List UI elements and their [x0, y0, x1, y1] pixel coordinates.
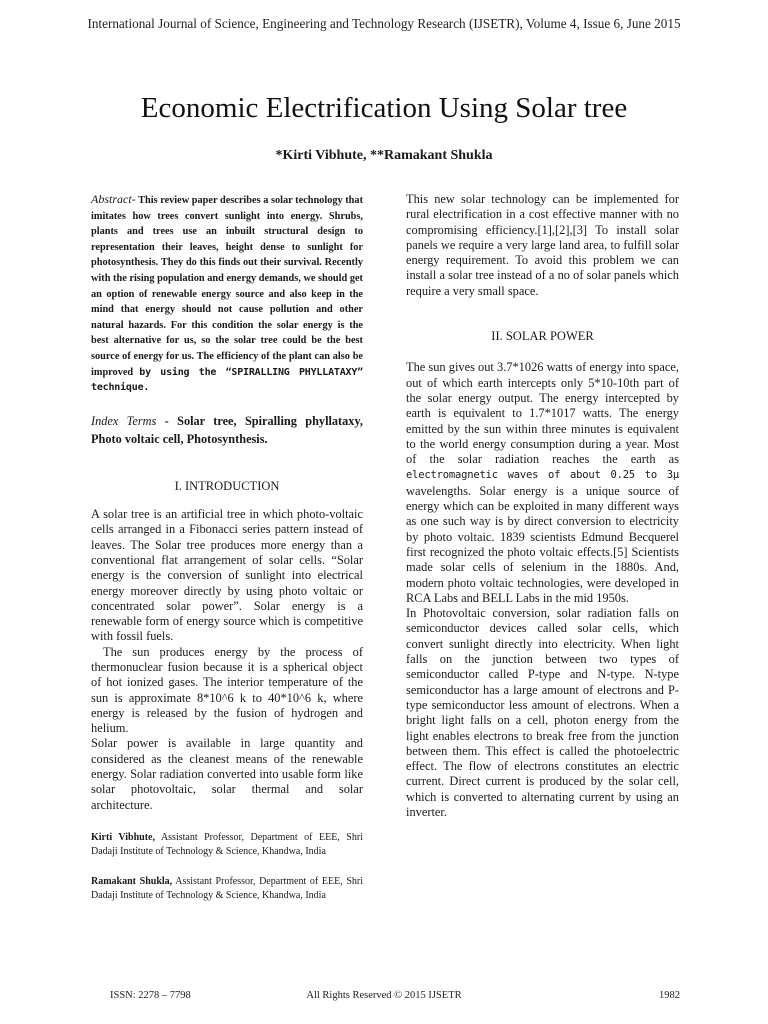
solar-power-p1-part-b: wavelengths. Solar energy is a unique source of energy which can be exploited in many different ways as one such way is by direct conversion to electricity by photo voltaic. 1839 scientists Edmund Becquerel first recognized the photo voltaic effects.[5] Scientists made solar cells of selenium in the 1880s. And, modern photo voltaic technologies, were developed in RCA Labs and BELL Labs in the mid 1950s. [406, 483, 679, 605]
index-terms-lead: Index Terms [91, 413, 157, 428]
solar-power-p1-wavelength: electromagnetic waves of about 0.25 to 3μ [406, 469, 679, 482]
affiliation-2-text: Assistant Professor, Department of EEE, Shri Dadaji Institute of Technology & Science, Khandwa, India [91, 875, 363, 901]
index-terms-body: - Solar tree, Spiralling phyllataxy, Photo voltaic cell, Photosynthesis. [91, 413, 363, 446]
intro-paragraph-1: A solar tree is an artificial tree in which photo-voltaic cells arranged in a Fibonacci series pattern instead of leaves. The Solar tree produces more energy than a conventional flat arrangement of solar cells. “Solar energy is the conversion of sunlight into electrical energy moreover directly by using photo voltaic or concentrated solar power”. Solar energy is a renewable form of energy source which is competitive with fossil fuels. [91, 507, 363, 644]
abstract [91, 192, 363, 396]
right-intro-paragraph: This new solar technology can be implemented for rural electrification in a cost effective manner with no compromising efficiency.[1],[2],[3] To install solar panels we require a very large land area, to fulfill solar energy requirement. To avoid this problem we can install a solar tree instead of a no of solar panels which require a very small space. [406, 192, 679, 298]
affiliation-1-text: Assistant Professor, Department of EEE, Shri Dadaji Institute of Technology & Science, Khandwa, India [91, 831, 363, 857]
intro-paragraph-2: The sun produces energy by the process of thermonuclear fusion because it is a spherical object of hot ionized gases. The interior temperature of the sun is approximate 8*10^6 k to 40*10^6 k, where energy is released by the fusion of hydrogen and helium. [91, 644, 363, 736]
section-heading-solar-power: II. SOLAR POWER [491, 329, 594, 344]
paper-authors: *Kirti Vibhute, **Ramakant Shukla [275, 148, 493, 163]
footer-page-number: 1982 [659, 990, 680, 1001]
index-terms [91, 412, 363, 448]
abstract-lead: Abstract- [91, 192, 136, 206]
abstract-technique: by using the “SPIRALLING PHYLLATAXY” technique. [91, 366, 363, 394]
solar-power-paragraph-1 [406, 360, 679, 606]
paper-title: Economic Electrification Using Solar tree [140, 92, 628, 124]
footer-issn: ISSN: 2278 – 7798 [110, 990, 191, 1001]
section-heading-introduction: I. INTRODUCTION [174, 478, 280, 493]
intro-paragraph-3: Solar power is available in large quantity and considered as the cleanest means of the renewable energy. Solar radiation converted into usable form like solar photovoltaic, solar thermal and solar architecture. [91, 736, 363, 812]
abstract-body: This review paper describes a solar technology that imitates how trees convert sunlight into energy. Shrubs, plants and trees use an inbuilt structural design to representation their leaves, height dense to sunlight for photosynthesis. They do this finds out their survival. Recently with the rising population and energy demands, we should get an option of renewable energy source and also keep in the mind that energy should not cause pollution and other natural hazards. For this condition the solar energy is the best alternative for us, so the solar tree could be the best source of energy for us. The efficiency of the plant can also be improved [91, 195, 363, 378]
right-column [406, 192, 679, 820]
footer-rights: All Rights Reserved © 2015 IJSETR [306, 990, 462, 1001]
affiliation-1 [91, 831, 363, 859]
left-column [91, 192, 363, 903]
solar-power-p1-part-a: The sun gives out 3.7*1026 watts of energy into space, out of which earth intercepts only 5*10-10th part of the solar energy output. The energy intercepted by earth is equivalent to 1.7*1017 watts. The energy emitted by the sun within three minutes is equivalent to the world energy consumption during a year. Most of the solar radiation reaches the earth as [406, 360, 679, 467]
affiliation-2-name: Ramakant Shukla, [91, 875, 173, 887]
running-header: International Journal of Science, Engineering and Technology Research (IJSETR), Volume 4, Issue 6, June 2015 [87, 16, 681, 31]
solar-power-paragraph-2: In Photovoltaic conversion, solar radiation falls on semiconductor devices called solar cells, which convert sunlight directly into electricity. When light falls on the junction between two types of semiconductor called P-type and N-type. N-type semiconductor has a large amount of electrons and P-type semiconductor less amount of electrons. When a bright light falls on a cell, photon energy from the light enables electrons to break free from the junction between them. This effect is called the photoelectric effect. The flow of electrons constitutes an electric current. Direct current is produced by the solar cell, which is converted to alternating current by using an inverter. [406, 606, 679, 819]
affiliation-1-name: Kirti Vibhute, [91, 831, 155, 843]
affiliation-2 [91, 875, 363, 903]
